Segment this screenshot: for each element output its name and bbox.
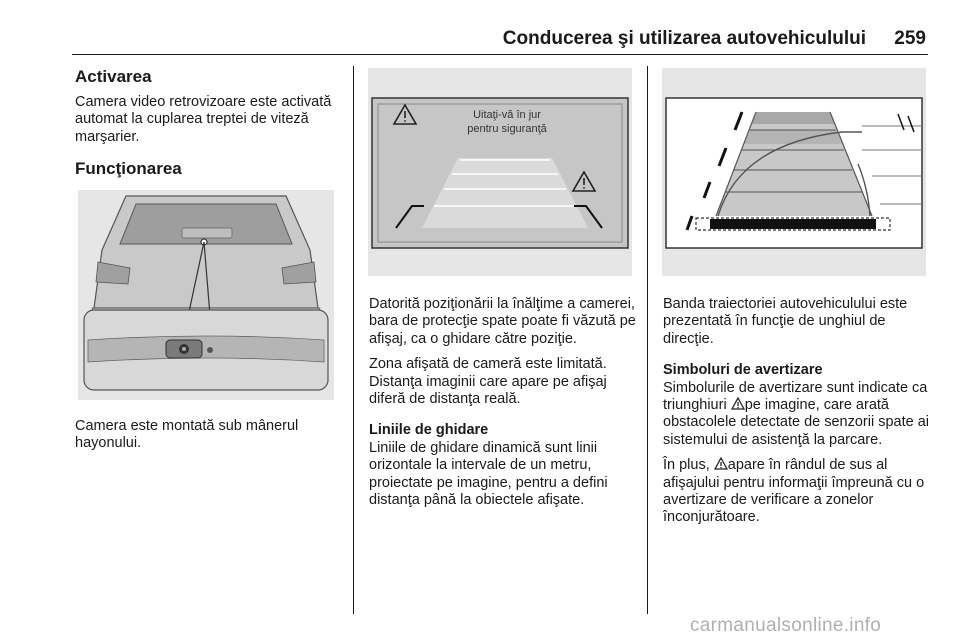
watermark: carmanualsonline.info <box>690 615 882 636</box>
text-run: Simbolurile de avertizare sunt indicate ca triunghiuri <box>663 379 928 414</box>
page-number: 259 <box>894 28 926 49</box>
warning-triangle-icon <box>731 397 745 410</box>
paragraph: Liniile de ghidare dinamică sunt linii orizontale la intervale de un metru, proiectate pe imagine, pentru a defini distanţa până la obiectele afişate. <box>369 439 608 509</box>
header-title: Conducerea şi utilizarea autovehiculului <box>502 28 866 49</box>
text-run: În plus, <box>663 457 714 474</box>
text-run: apare în rândul de sus al afişajului pentru informaţii împreună cu o avertizare de verificare a zonelor înconjurătoare. <box>663 457 925 526</box>
page-header <box>72 24 928 55</box>
column-divider <box>647 66 648 614</box>
paragraph <box>663 380 931 450</box>
paragraph: Banda traiectoriei autovehiculului este prezentată în funcţie de unghiul de direcţie. <box>663 296 908 347</box>
column-1 <box>75 66 345 186</box>
paragraph: Camera video retrovizoare este activată automat la cuplarea treptei de viteză marşarier. <box>75 94 332 145</box>
subheading-warning-symbols: Simboluri de avertizare <box>663 362 823 379</box>
column-2 <box>369 296 637 517</box>
trajectory-display-illustration <box>662 68 926 276</box>
column-divider <box>353 66 354 614</box>
paragraph: Datorită poziţionării la înălţime a camerei, bara de protecţie spate poate fi văzută pe afişaj, ca o ghidare către poziţie. <box>369 296 636 347</box>
section-heading-activation: Activarea <box>75 67 152 86</box>
screen-message-line1: Uitaţi-vă în jur <box>473 109 541 121</box>
camera-location-illustration <box>78 190 334 400</box>
rear-camera-display-illustration <box>368 68 632 276</box>
text-run: pe imagine, care arată obstacolele detectate de senzorii spate ai sistemului de asistenţă la parcare. <box>663 397 930 448</box>
column-1-lower <box>75 418 345 461</box>
paragraph: Zona afişată de cameră este limitată. Distanţa imaginii care apare pe afişaj diferă de distanţa reală. <box>369 356 607 408</box>
column-3 <box>663 296 931 535</box>
screen-message-line2: pentru siguranţă <box>467 123 547 135</box>
paragraph <box>663 457 931 527</box>
paragraph: Camera este montată sub mânerul hayonului. <box>75 418 299 452</box>
warning-triangle-icon <box>714 457 728 470</box>
section-heading-operation: Funcţionarea <box>75 159 182 179</box>
subheading-guide-lines: Liniile de ghidare <box>369 422 489 439</box>
